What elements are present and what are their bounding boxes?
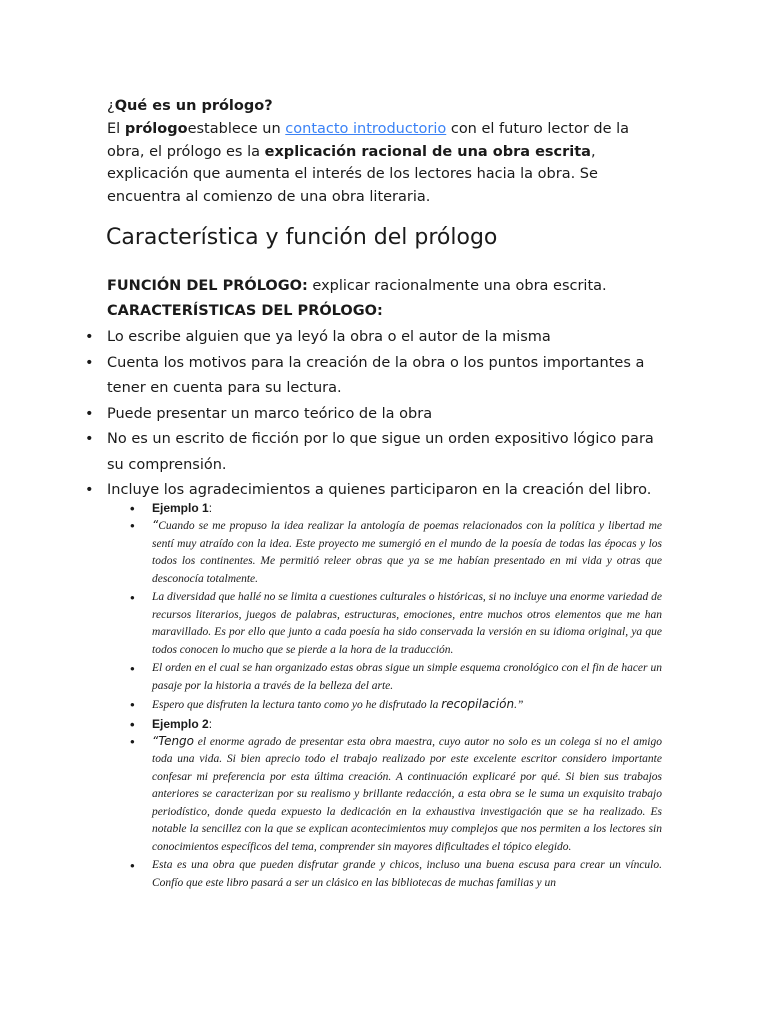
intro-paragraph xyxy=(107,118,662,208)
ejemplo-2-paragraph-2: • Esta es una obra que pueden disfrutar grande y chicos, incluso una buena escusa para crear un vínculo. Confío que este libro pasará a ser un clásico en las bibliotecas de muchas familias y un xyxy=(152,857,662,892)
section-title: Característica y función del prólogo xyxy=(106,225,498,250)
ejemplo-2-text: Ejemplo 2 xyxy=(152,716,209,731)
ejemplo-1-label: • Ejemplo 1: xyxy=(152,500,662,517)
ejemplo-1-paragraph-3: • El orden en el cual se han organizado estas obras sigue un simple esquema cronológico con el fin de hacer un pasaje por la historia a través de la belleza del arte. xyxy=(152,660,662,695)
recopilacion-word: recopilación xyxy=(441,697,515,711)
contacto-introductorio-link[interactable]: contacto introductorio xyxy=(285,121,447,137)
funcion-label: FUNCIÓN DEL PRÓLOGO: xyxy=(107,278,308,294)
list-item: • No es un escrito de ficción por lo que sigue un orden expositivo lógico para su comprensión. xyxy=(107,427,667,478)
paragraph-text: Espero que disfruten la lectura tanto como yo he disfrutado la xyxy=(152,699,442,711)
intro-bold-explicacion: explicación racional de una obra escrita xyxy=(264,143,591,160)
funcion-text: explicar racionalmente una obra escrita. xyxy=(307,278,607,294)
ejemplo-1-paragraph-1 xyxy=(152,517,662,588)
ejemplo-1-paragraph-4 xyxy=(152,696,662,715)
list-item: • Incluye los agradecimientos a quienes participaron en la creación del libro. xyxy=(107,478,667,504)
ejemplo-1-text: Ejemplo 1 xyxy=(152,501,209,515)
caracteristicas-list xyxy=(107,325,667,504)
open-quote: “ xyxy=(152,518,159,532)
close-quote: .” xyxy=(514,699,524,711)
intro-text-4: , explicación que aumenta el interés de los lectores hacia la obra. Se encuentra al comienzo de una obra literaria. xyxy=(107,143,598,205)
intro-text-2: establece un xyxy=(187,121,286,137)
intro-bold-prologo: prólogo xyxy=(124,121,188,137)
list-item: • Cuenta los motivos para la creación de la obra o los puntos importantes a tener en cuenta para su lectura. xyxy=(107,351,667,402)
question-text: Qué es un prólogo? xyxy=(114,98,273,114)
ejemplo-2-paragraph-1 xyxy=(152,733,662,857)
question-heading xyxy=(107,96,273,116)
question-open-mark: ¿ xyxy=(107,98,115,114)
intro-text-1: El xyxy=(107,121,125,137)
tengo-word: “Tengo xyxy=(152,733,195,748)
paragraph-text: el enorme agrado de presentar esta obra maestra, cuyo autor no solo es un colega si no el amigo toda una vida. Si bien aprecio todo el trabajo realizado por este excelente escritor considero importante confesar mi preferencia por esta última creación. A continuación explicaré por qué. Si bien sus trabajos anteriores se caracterizan por su realismo y brillante redacción, a esta obra se le suma un exquisito trabajo periodístico, donde queda expuesto la dedicación en la exhaustiva investigación que se ha realizado. Es notable la sencillez con la que se explican acontecimientos muy complejos que nos permiten a los lectores sin conocimientos específicos del tema, comprender sin mayores dificultades el tópico elegido. xyxy=(152,735,662,853)
ejemplo-2-label: • Ejemplo 2: xyxy=(152,716,662,733)
paragraph-text: Cuando se me propuso la idea realizar la antología de poemas relacionados con la política y libertad me sentí muy atraído con la idea. Este proyecto me sumergió en el mundo de la poesía de todas las épocas y los todos los continentes. Me permitió releer obras que ya se me habían presentado en mi vida y otras que desconocía totalmente. xyxy=(152,520,662,585)
ejemplo-1-paragraph-2: • La diversidad que hallé no se limita a cuestiones culturales o históricas, si no incluye una enorme variedad de recursos literarios, juegos de palabras, estructuras, emociones, entre muchos otros elementos que me han maravillado. Es por ello que junto a cada poesía ha sido conservada la versión en su idioma original, ya que todos conocen lo mucho que se pierde a la hora de la traducción. xyxy=(152,589,662,659)
intro-text-3: con el futuro lector de la obra, el prólogo es la xyxy=(107,121,630,160)
funcion-line xyxy=(107,276,607,296)
examples-list xyxy=(152,500,662,893)
list-item: • Puede presentar un marco teórico de la obra xyxy=(107,402,667,428)
list-item: • Lo escribe alguien que ya leyó la obra o el autor de la misma xyxy=(107,325,667,351)
caracteristicas-heading: CARACTERÍSTICAS DEL PRÓLOGO: xyxy=(107,303,383,319)
